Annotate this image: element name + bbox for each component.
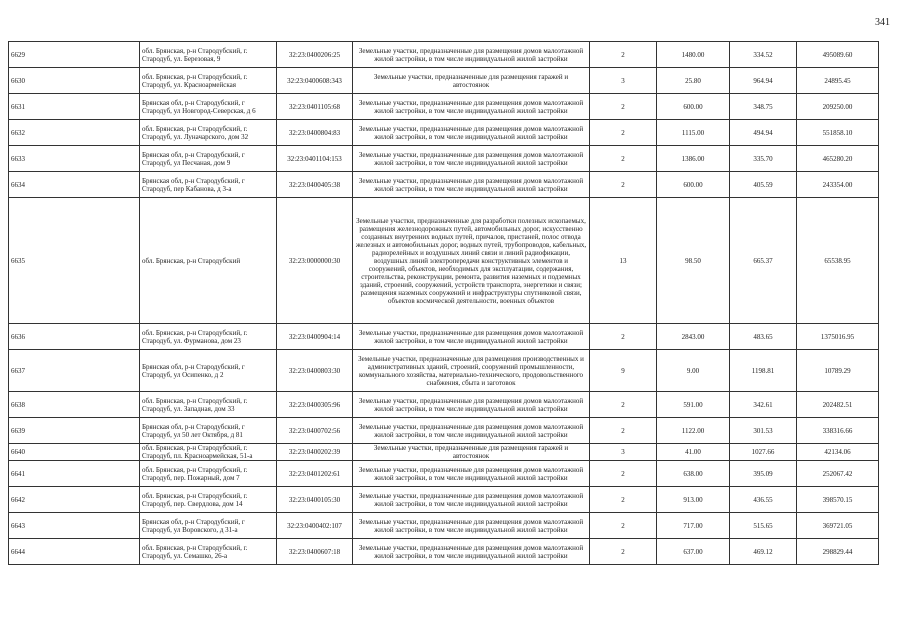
cadastral-value-cell: 338316.66	[797, 418, 879, 444]
land-use-cell: Земельные участки, предназначенные для размещения домов малоэтажной жилой застройки, в том числе индивидуальной жилой застройки	[353, 120, 590, 146]
cadastral-value-cell: 243354.00	[797, 172, 879, 198]
land-use-cell: Земельные участки, предназначенные для размещения домов малоэтажной жилой застройки, в том числе индивидуальной жилой застройки	[353, 539, 590, 565]
usage-group-cell: 2	[590, 418, 657, 444]
cadastral-number-cell: 32:23:0400405:38	[277, 172, 353, 198]
table-row	[9, 94, 879, 120]
cadastral-number-cell: 32:23:0000000:30	[277, 198, 353, 324]
address-cell: Брянская обл, р-н Стародубский, г Стародуб, ул Воровского, д 31-а	[140, 513, 277, 539]
address-cell: обл. Брянская, р-н Стародубский, г. Стародуб, ул. Западная, дом 33	[140, 392, 277, 418]
area-cell: 1480.00	[657, 42, 730, 68]
table-row	[9, 539, 879, 565]
usage-group-cell: 2	[590, 487, 657, 513]
area-cell: 638.00	[657, 461, 730, 487]
address-cell: Брянская обл, р-н Стародубский, г Стародуб, ул Новгород-Северская, д 6	[140, 94, 277, 120]
cadastral-value-cell: 465280.20	[797, 146, 879, 172]
area-cell: 25.80	[657, 68, 730, 94]
land-use-cell: Земельные участки, предназначенные для размещения домов малоэтажной жилой застройки, в том числе индивидуальной жилой застройки	[353, 513, 590, 539]
land-use-cell: Земельные участки, предназначенные для размещения гаражей и автостоянок	[353, 68, 590, 94]
table-row	[9, 418, 879, 444]
address-cell: обл. Брянская, р-н Стародубский, г. Стародуб, пер. Пожарный, дом 7	[140, 461, 277, 487]
land-use-cell: Земельные участки, предназначенные для размещения домов малоэтажной жилой застройки, в том числе индивидуальной жилой застройки	[353, 94, 590, 120]
usage-group-cell: 2	[590, 42, 657, 68]
cadastral-value-cell: 369721.05	[797, 513, 879, 539]
land-use-cell: Земельные участки, предназначенные для размещения домов малоэтажной жилой застройки, в том числе индивидуальной жилой застройки	[353, 418, 590, 444]
table-row	[9, 172, 879, 198]
specific-value-cell: 483.65	[730, 324, 797, 350]
cadastral-number-cell: 32:23:0401105:68	[277, 94, 353, 120]
cadastral-number-cell: 32:23:0400607:18	[277, 539, 353, 565]
specific-value-cell: 964.94	[730, 68, 797, 94]
land-use-cell: Земельные участки, предназначенные для размещения домов малоэтажной жилой застройки, в том числе индивидуальной жилой застройки	[353, 42, 590, 68]
address-cell: Брянская обл, р-н Стародубский, г Стародуб, пер Кабанова, д 3-а	[140, 172, 277, 198]
cadastral-number-cell: 32:23:0400402:107	[277, 513, 353, 539]
specific-value-cell: 1027.66	[730, 444, 797, 461]
usage-group-cell: 2	[590, 392, 657, 418]
cadastral-number-cell: 32:23:0400803:30	[277, 350, 353, 392]
cadastral-number-cell: 32:23:0400202:39	[277, 444, 353, 461]
address-cell: Брянская обл, р-н Стародубский, г Стародуб, ул Песчаная, дом 9	[140, 146, 277, 172]
cadastral-number-cell: 32:23:0401202:61	[277, 461, 353, 487]
specific-value-cell: 335.70	[730, 146, 797, 172]
cadastral-number-cell: 32:23:0400206:25	[277, 42, 353, 68]
usage-group-cell: 3	[590, 68, 657, 94]
cadastral-value-cell: 209250.00	[797, 94, 879, 120]
cadastral-value-cell: 398570.15	[797, 487, 879, 513]
land-use-cell: Земельные участки, предназначенные для разработки полезных ископаемых, размещения железнодорожных путей, автомобильных дорог, искусственно созданных внутренних водных путей, причалов, пристаней, полос отвода железных и автомобильных дорог, водных путей, трубопроводов, кабельных, радиорелейных и воздушных линий связи и линий радиофикации, воздушных линий электропередачи конструктивных элементов и сооружений, объектов, необходимых для эксплуатации, содержания, строительства, реконструкции, ремонта, развития наземных и подземных зданий, строений, сооружений, устройств транспорта, энергетики и связи; размещения наземных сооружений и инфраструктуры спутниковой связи, объектов космической деятельности, военных объектов	[353, 198, 590, 324]
usage-group-cell: 2	[590, 324, 657, 350]
row-number: 6637	[9, 350, 140, 392]
table-row	[9, 392, 879, 418]
area-cell: 913.00	[657, 487, 730, 513]
area-cell: 1115.00	[657, 120, 730, 146]
page-number: 341	[875, 17, 890, 28]
specific-value-cell: 665.37	[730, 198, 797, 324]
table-row	[9, 461, 879, 487]
specific-value-cell: 1198.81	[730, 350, 797, 392]
usage-group-cell: 2	[590, 172, 657, 198]
land-use-cell: Земельные участки, предназначенные для размещения домов малоэтажной жилой застройки, в том числе индивидуальной жилой застройки	[353, 461, 590, 487]
cadastral-value-cell: 24895.45	[797, 68, 879, 94]
row-number: 6629	[9, 42, 140, 68]
row-number: 6635	[9, 198, 140, 324]
area-cell: 2843.00	[657, 324, 730, 350]
cadastral-number-cell: 32:23:0400105:30	[277, 487, 353, 513]
specific-value-cell: 436.55	[730, 487, 797, 513]
row-number: 6640	[9, 444, 140, 461]
area-cell: 41.00	[657, 444, 730, 461]
land-use-cell: Земельные участки, предназначенные для размещения домов малоэтажной жилой застройки, в том числе индивидуальной жилой застройки	[353, 392, 590, 418]
area-cell: 98.50	[657, 198, 730, 324]
cadastral-value-cell: 42134.06	[797, 444, 879, 461]
land-use-cell: Земельные участки, предназначенные для размещения домов малоэтажной жилой застройки, в том числе индивидуальной жилой застройки	[353, 324, 590, 350]
cadastral-number-cell: 32:23:0400804:83	[277, 120, 353, 146]
table-row	[9, 444, 879, 461]
cadastral-value-cell: 252067.42	[797, 461, 879, 487]
area-cell: 717.00	[657, 513, 730, 539]
row-number: 6632	[9, 120, 140, 146]
specific-value-cell: 342.61	[730, 392, 797, 418]
row-number: 6641	[9, 461, 140, 487]
specific-value-cell: 301.53	[730, 418, 797, 444]
address-cell: обл. Брянская, р-н Стародубский, г. Стародуб, пл. Красноармейская, 51-а	[140, 444, 277, 461]
row-number: 6642	[9, 487, 140, 513]
row-number: 6633	[9, 146, 140, 172]
land-use-cell: Земельные участки, предназначенные для размещения домов малоэтажной жилой застройки, в том числе индивидуальной жилой застройки	[353, 487, 590, 513]
row-number: 6643	[9, 513, 140, 539]
row-number: 6639	[9, 418, 140, 444]
cadastral-value-cell: 65538.95	[797, 198, 879, 324]
area-cell: 9.00	[657, 350, 730, 392]
usage-group-cell: 2	[590, 513, 657, 539]
land-use-cell: Земельные участки, предназначенные для размещения производственных и административных зданий, строений, сооружений промышленности, коммунального хозяйства, материально-технического, продовольственного снабжения, сбыта и заготовок	[353, 350, 590, 392]
address-cell: обл. Брянская, р-н Стародубский	[140, 198, 277, 324]
address-cell: обл. Брянская, р-н Стародубский, г. Стародуб, ул. Красноармейская	[140, 68, 277, 94]
address-cell: обл. Брянская, р-н Стародубский, г. Стародуб, ул. Березовая, 9	[140, 42, 277, 68]
area-cell: 600.00	[657, 94, 730, 120]
usage-group-cell: 13	[590, 198, 657, 324]
cadastral-value-cell: 202482.51	[797, 392, 879, 418]
table-row	[9, 120, 879, 146]
address-cell: обл. Брянская, р-н Стародубский, г. Стародуб, ул. Фурманова, дом 23	[140, 324, 277, 350]
address-cell: Брянская обл, р-н Стародубский, г Стародуб, ул Осипенко, д 2	[140, 350, 277, 392]
address-cell: обл. Брянская, р-н Стародубский, г. Стародуб, ул. Семашко, 26-а	[140, 539, 277, 565]
table-row	[9, 350, 879, 392]
row-number: 6631	[9, 94, 140, 120]
address-cell: обл. Брянская, р-н Стародубский, г. Стародуб, ул. Луначарского, дом 32	[140, 120, 277, 146]
specific-value-cell: 348.75	[730, 94, 797, 120]
usage-group-cell: 2	[590, 146, 657, 172]
specific-value-cell: 405.59	[730, 172, 797, 198]
cadastral-number-cell: 32:23:0400904:14	[277, 324, 353, 350]
specific-value-cell: 494.94	[730, 120, 797, 146]
cadastral-value-cell: 298829.44	[797, 539, 879, 565]
area-cell: 600.00	[657, 172, 730, 198]
usage-group-cell: 2	[590, 120, 657, 146]
table-row	[9, 198, 879, 324]
cadastral-number-cell: 32:23:0400608:343	[277, 68, 353, 94]
cadastral-value-cell: 495089.60	[797, 42, 879, 68]
usage-group-cell: 3	[590, 444, 657, 461]
specific-value-cell: 515.65	[730, 513, 797, 539]
row-number: 6630	[9, 68, 140, 94]
land-use-cell: Земельные участки, предназначенные для размещения гаражей и автостоянок	[353, 444, 590, 461]
row-number: 6636	[9, 324, 140, 350]
row-number: 6638	[9, 392, 140, 418]
table-row	[9, 68, 879, 94]
address-cell: обл. Брянская, р-н Стародубский, г. Стародуб, пер. Свердлова, дом 14	[140, 487, 277, 513]
address-cell: Брянская обл, р-н Стародубский, г Стародуб, ул 50 лет Октября, д 81	[140, 418, 277, 444]
row-number: 6644	[9, 539, 140, 565]
table-row	[9, 42, 879, 68]
specific-value-cell: 395.09	[730, 461, 797, 487]
cadastral-value-cell: 1375016.95	[797, 324, 879, 350]
area-cell: 1386.00	[657, 146, 730, 172]
cadastral-number-cell: 32:23:0401104:153	[277, 146, 353, 172]
usage-group-cell: 2	[590, 94, 657, 120]
row-number: 6634	[9, 172, 140, 198]
land-use-cell: Земельные участки, предназначенные для размещения домов малоэтажной жилой застройки, в том числе индивидуальной жилой застройки	[353, 172, 590, 198]
usage-group-cell: 2	[590, 539, 657, 565]
table-row	[9, 146, 879, 172]
specific-value-cell: 469.12	[730, 539, 797, 565]
cadastral-value-cell: 10789.29	[797, 350, 879, 392]
cadastral-number-cell: 32:23:0400305:96	[277, 392, 353, 418]
land-use-cell: Земельные участки, предназначенные для размещения домов малоэтажной жилой застройки, в том числе индивидуальной жилой застройки	[353, 146, 590, 172]
table-row	[9, 513, 879, 539]
cadastral-value-table	[8, 41, 879, 565]
specific-value-cell: 334.52	[730, 42, 797, 68]
usage-group-cell: 9	[590, 350, 657, 392]
area-cell: 637.00	[657, 539, 730, 565]
area-cell: 591.00	[657, 392, 730, 418]
table-row	[9, 324, 879, 350]
usage-group-cell: 2	[590, 461, 657, 487]
cadastral-value-cell: 551858.10	[797, 120, 879, 146]
area-cell: 1122.00	[657, 418, 730, 444]
table-row	[9, 487, 879, 513]
cadastral-number-cell: 32:23:0400702:56	[277, 418, 353, 444]
